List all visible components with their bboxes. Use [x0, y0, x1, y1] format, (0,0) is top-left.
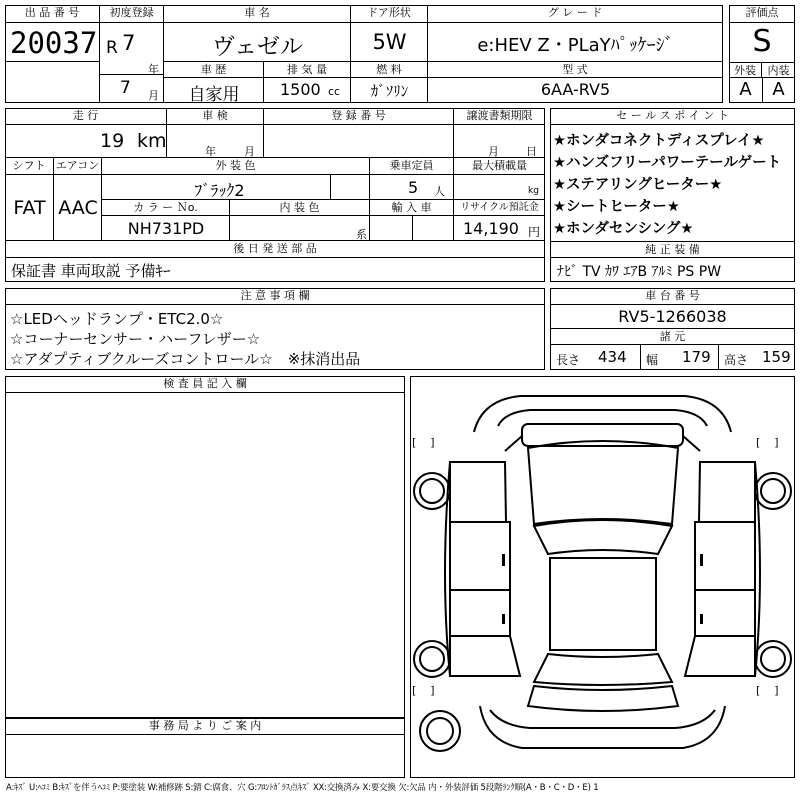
load-label: 最大積載量: [454, 158, 545, 175]
hood-right-edge: [683, 436, 700, 451]
hood: [528, 441, 678, 524]
shift: FAT: [13, 197, 46, 219]
sales-point: ★ホンダセンシング★: [553, 221, 694, 237]
office-label: 事 務 局 よ り ご 案 内: [5, 718, 405, 735]
int-color-cell: [230, 216, 370, 241]
equip: ﾅﾋﾞ TV ｶﾜ ｴｱB ｱﾙﾐ PS PW: [557, 264, 722, 280]
sales-point: ★ステアリングヒーター★: [553, 177, 723, 193]
history-label: 車 歴: [164, 62, 264, 78]
height: 159: [762, 348, 791, 366]
left-rear-door: [450, 590, 510, 636]
width-label: 幅: [646, 353, 659, 367]
grade: e:HEV Z・PLaYﾊﾟｯｹｰｼﾞ: [477, 35, 674, 56]
ext-color: ﾌﾞﾗｯｸ2: [194, 181, 245, 200]
car-name-label: 車 名: [164, 5, 351, 23]
chassis-number: RV5-1266038: [618, 307, 727, 326]
damage-legend: A:ｷｽﾞ U:ﾍｺﾐ B:ｷｽﾞを伴うﾍｺﾐ P:要塗装 W:補修跡 S:錆 C:腐食、穴 G:ﾌﾛﾝﾄｶﾞﾗｽ点ｷｽﾞ XX:交換済み X:要交換 欠:欠品 内・外装評価 5段階ﾗﾝｸ順(A・B・C・D・E) 1: [6, 783, 599, 793]
inspection-label: 車 検: [167, 108, 264, 125]
recycle-label: リサイクル預託金: [454, 200, 545, 216]
left-rear-quarter: [450, 636, 520, 676]
mileage-unit: km: [137, 130, 167, 152]
wheel-front-left-inner: [420, 479, 444, 503]
grade-label: グ レ ー ド: [428, 5, 723, 23]
displacement: 1500: [280, 80, 321, 99]
model-label: 型 式: [428, 62, 723, 78]
first-reg-month: 7: [120, 78, 131, 98]
roof: [550, 558, 656, 650]
sales-point: ★ホンダコネクトディスプレイ★: [553, 133, 765, 149]
transfer-day-unit: 日: [526, 145, 537, 158]
load-unit: kg: [528, 186, 539, 196]
int-color-label: 内 装 色: [230, 200, 370, 216]
inspector-section: [5, 376, 405, 718]
capacity-unit: 人: [434, 185, 445, 198]
length: 434: [598, 348, 627, 366]
spec-divider: [718, 345, 719, 370]
car-name: ヴェゼル: [211, 34, 304, 60]
right-rear-door: [695, 590, 755, 636]
lot-no: 20037: [10, 26, 98, 60]
bracket-mark: [ ]: [756, 436, 779, 449]
spec-divider: [640, 345, 641, 370]
width: 179: [682, 348, 711, 366]
lot-no-blank: [5, 62, 100, 103]
fuel-label: 燃 料: [351, 62, 428, 78]
history: 自家用: [188, 85, 240, 105]
height-label: 高さ: [724, 353, 749, 367]
capacity: 5: [408, 178, 419, 197]
year-unit: 年: [148, 63, 159, 76]
wheel-rear-left-inner: [420, 647, 444, 671]
inspector-label: 検 査 員 記 入 欄: [5, 376, 405, 393]
note-line: ☆コーナーセンサー・ハーフレザー☆: [10, 330, 261, 348]
length-label: 長さ: [556, 353, 581, 367]
spare-wheel-inner: [427, 718, 453, 744]
door-label: ドア形状: [351, 5, 428, 23]
bracket-mark: [ ]: [412, 436, 435, 449]
fuel: ｶﾞｿﾘﾝ: [370, 82, 409, 100]
mileage-label: 走 行: [5, 108, 167, 125]
ext-color-divider: [330, 175, 331, 200]
front-grille: [522, 424, 683, 446]
insp-month-unit: 月: [244, 145, 255, 158]
mirror-right: [700, 554, 703, 566]
plate-label: 登 録 番 号: [264, 108, 454, 125]
wheel-rear-right-inner: [761, 647, 785, 671]
sales-point: ★シートヒーター★: [553, 199, 680, 215]
plate-cell: [264, 125, 454, 158]
displacement-label: 排 気 量: [264, 62, 351, 78]
ext-color-label: 外 装 色: [102, 158, 370, 175]
first-reg-label: 初度登録: [100, 5, 164, 23]
car-diagram: [410, 376, 795, 778]
interior-label: 内装: [762, 62, 795, 78]
right-front-fender: [699, 462, 755, 522]
interior-score: A: [772, 79, 785, 100]
note-line: ☆LEDヘッドランプ・ETC2.0☆: [10, 310, 224, 328]
insp-year-unit: 年: [205, 145, 216, 158]
exterior-score: A: [739, 79, 752, 100]
exterior-label: 外装: [729, 62, 762, 78]
score: S: [752, 24, 772, 59]
mileage: 19: [100, 130, 125, 152]
left-front-fender: [450, 462, 506, 522]
month-unit: 月: [148, 89, 159, 102]
later-parts: 保証書 車両取説 予備ｷｰ: [11, 262, 171, 280]
score-label: 評価点: [729, 5, 795, 23]
note-line: ☆アダプティブクルーズコントロール☆ ※抹消出品: [10, 350, 361, 368]
shift-label: シフト: [5, 158, 54, 175]
import-label: 輸 入 車: [370, 200, 454, 216]
sales-points-label: セ ー ル ス ポ イ ン ト: [550, 108, 795, 125]
era: R: [106, 38, 118, 58]
int-color-unit: 系: [356, 228, 367, 241]
hood-left-edge: [505, 436, 522, 451]
door-type: 5W: [372, 30, 407, 54]
later-parts-label: 後 日 発 送 部 品: [5, 241, 545, 258]
color-no-label: カ ラ ー Ｎo.: [102, 200, 230, 216]
recycle-unit: 円: [528, 225, 541, 239]
bracket-mark: [ ]: [412, 684, 435, 697]
displacement-unit: cc: [328, 85, 341, 98]
ac-label: エアコン: [54, 158, 102, 175]
chassis-label: 車 台 番 号: [550, 288, 795, 305]
transfer-label: 譲渡書類期限: [454, 108, 545, 125]
rear-window: [534, 654, 672, 685]
first-reg-year: 7: [122, 31, 136, 55]
right-rear-quarter: [685, 636, 755, 676]
equip-label: 純 正 装 備: [550, 241, 795, 258]
sales-point: ★ハンズフリーパワーテールゲート: [553, 155, 782, 171]
recycle: 14,190: [463, 219, 519, 238]
spec-label: 諸 元: [550, 328, 795, 345]
handle-right-front: [700, 614, 703, 624]
import-divider: [412, 216, 413, 241]
mirror-left: [502, 554, 505, 566]
transfer-month-unit: 月: [488, 145, 499, 158]
right-front-door: [695, 522, 755, 590]
notes-label: 注 意 事 項 欄: [5, 288, 545, 305]
left-front-door: [450, 522, 510, 590]
lot-no-label: 出 品 番 号: [5, 5, 100, 23]
model: 6AA-RV5: [540, 80, 611, 99]
ac: AAC: [58, 197, 98, 219]
windshield: [534, 520, 672, 554]
wheel-front-right-inner: [761, 479, 785, 503]
trunk: [528, 686, 678, 711]
handle-left-front: [502, 614, 505, 624]
color-no: NH731PD: [127, 219, 205, 238]
bracket-mark: [ ]: [756, 684, 779, 697]
rear-bumper: [490, 710, 715, 728]
capacity-label: 乗車定員: [370, 158, 454, 175]
